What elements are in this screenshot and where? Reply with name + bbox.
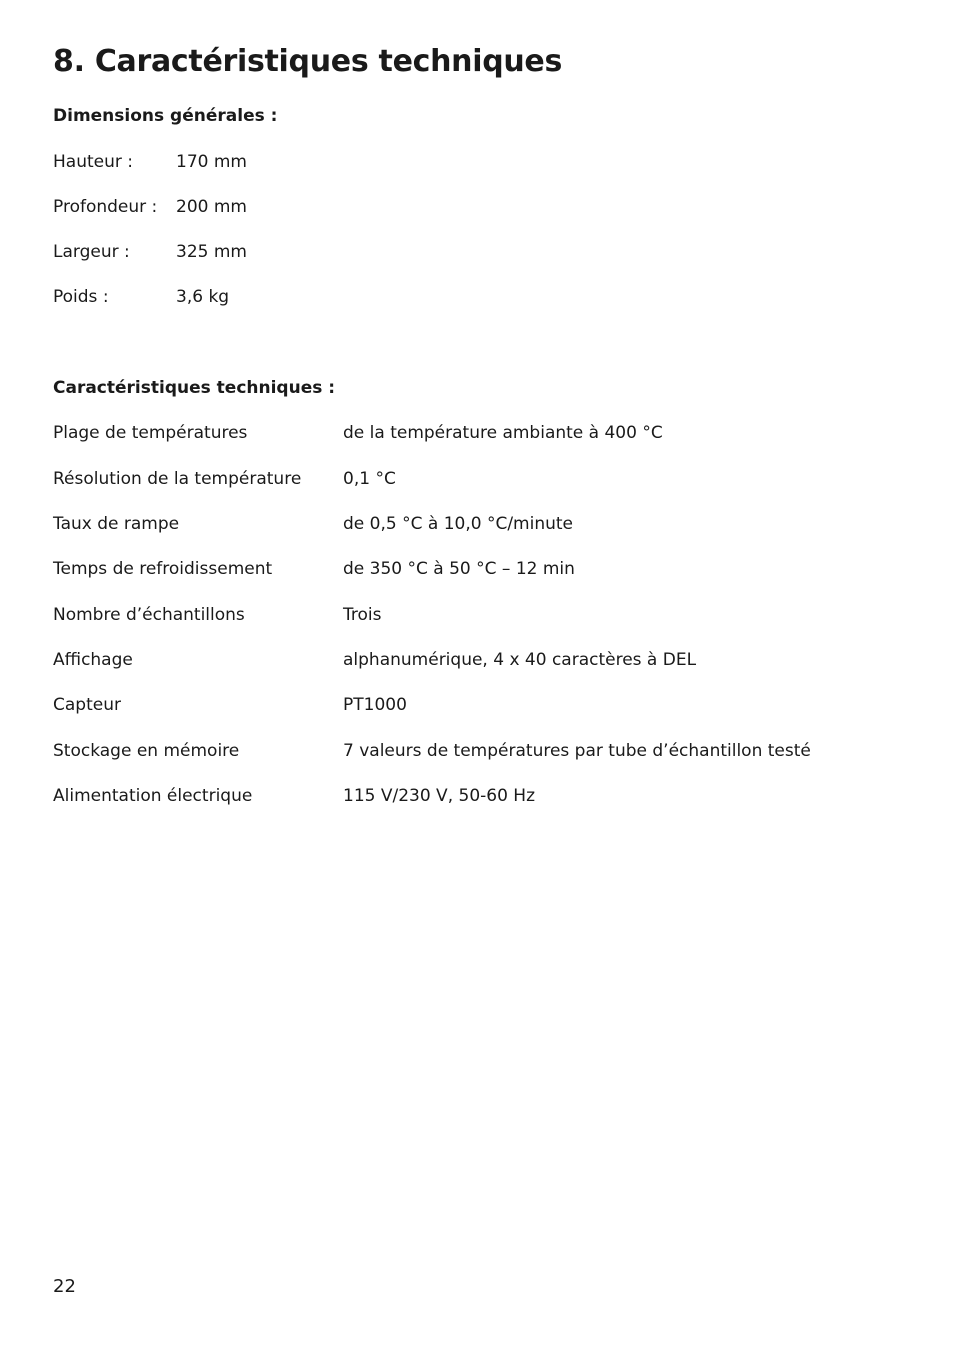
spec-value: de 350 °C à 50 °C – 12 min [343,559,575,579]
dimension-value: 325 mm [176,242,247,262]
dimension-label: Largeur : [53,242,130,262]
dimension-label: Profondeur : [53,197,158,217]
spec-value: de 0,5 °C à 10,0 °C/minute [343,514,573,534]
dimension-value: 170 mm [176,152,247,172]
page-number: 22 [53,1276,76,1297]
dimension-value: 200 mm [176,197,247,217]
spec-label: Affichage [53,650,133,670]
spec-label: Taux de rampe [53,514,180,534]
spec-value: Trois [343,605,382,625]
page-title: 8. Caractéristiques techniques [53,44,563,79]
spec-value: 0,1 °C [343,469,396,489]
dimension-value: 3,6 kg [176,287,230,307]
spec-label: Résolution de la température [53,469,302,489]
spec-label: Capteur [53,695,121,715]
dimensions-heading: Dimensions générales : [53,106,278,126]
spec-value: alphanumérique, 4 x 40 caractères à DEL [343,650,697,670]
spec-value: de la température ambiante à 400 °C [343,423,663,443]
dimension-label: Hauteur : [53,152,133,172]
specs-heading: Caractéristiques techniques : [53,378,336,398]
spec-label: Temps de refroidissement [53,559,273,579]
spec-label: Alimentation électrique [53,786,253,806]
spec-label: Stockage en mémoire [53,741,240,761]
spec-value: 115 V/230 V, 50-60 Hz [343,786,536,806]
dimension-label: Poids : [53,287,109,307]
spec-label: Plage de températures [53,423,248,443]
spec-value: PT1000 [343,695,407,715]
spec-label: Nombre d’échantillons [53,605,245,625]
spec-value: 7 valeurs de températures par tube d’échantillon testé [343,741,811,761]
